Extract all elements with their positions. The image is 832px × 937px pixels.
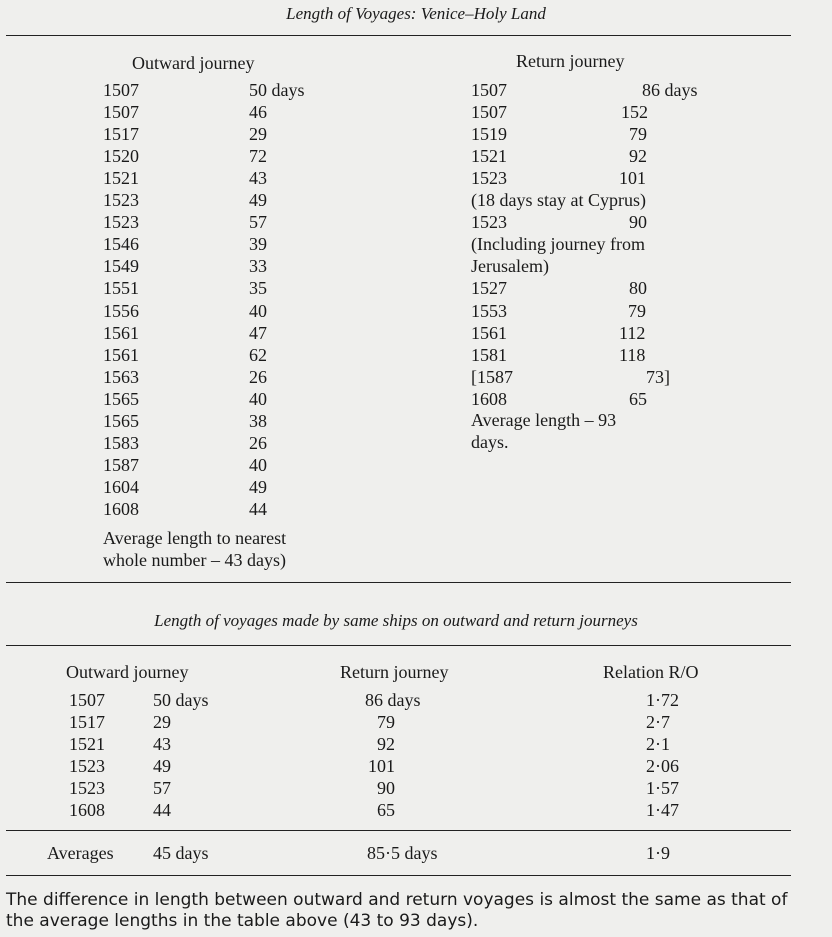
- return-days: 73]: [646, 367, 670, 387]
- table2-outward: 44: [153, 800, 171, 820]
- outward-days: 40: [249, 389, 267, 409]
- table2-return: 65: [377, 800, 395, 820]
- table2-outward: 49: [153, 756, 171, 776]
- return-year: 1523: [471, 168, 507, 188]
- table2-relation: 1·72: [646, 690, 679, 710]
- table2-year: 1523: [69, 778, 105, 798]
- outward-days: 39: [249, 234, 267, 254]
- return-year: 1521: [471, 146, 507, 166]
- outward-days: 47: [249, 323, 267, 343]
- return-year: 1507: [471, 102, 507, 122]
- table2-relation: 1·47: [646, 800, 679, 820]
- table2-averages-label: Averages: [47, 843, 114, 863]
- table2-return: 101: [368, 756, 395, 776]
- outward-days: 43: [249, 168, 267, 188]
- outward-days: 49: [249, 477, 267, 497]
- table2-outward: 43: [153, 734, 171, 754]
- outward-year: 1546: [103, 234, 139, 254]
- table2-title: Length of voyages made by same ships on outward and return journeys: [154, 611, 638, 630]
- outward-year: 1507: [103, 102, 139, 122]
- table2-return: 92: [377, 734, 395, 754]
- outward-year: 1565: [103, 411, 139, 431]
- outward-days: 50 days: [249, 80, 305, 100]
- outward-days: 35: [249, 278, 267, 298]
- table1-return-average-line2: days.: [471, 432, 509, 452]
- return-days: 92: [629, 146, 647, 166]
- table1-outward-average-line2: whole number – 43 days): [103, 550, 286, 570]
- return-days: 112: [619, 323, 646, 343]
- outward-year: 1561: [103, 323, 139, 343]
- return-year: 1581: [471, 345, 507, 365]
- table1-outward-average-line1: Average length to nearest: [103, 528, 287, 548]
- outward-days: 57: [249, 212, 267, 232]
- table2-return-header: Return journey: [340, 662, 449, 682]
- outward-year: 1587: [103, 455, 139, 475]
- table2-year: 1521: [69, 734, 105, 754]
- outward-year: 1583: [103, 433, 139, 453]
- return-year: 1553: [471, 301, 507, 321]
- outward-days: 33: [249, 256, 267, 276]
- return-days: 79: [628, 301, 646, 321]
- table2-relation: 2·1: [646, 734, 670, 754]
- table2-top-rule: [6, 645, 791, 646]
- table2-averages-outward: 45 days: [153, 843, 209, 863]
- table2-year: 1517: [69, 712, 105, 732]
- return-year: 1519: [471, 124, 507, 144]
- outward-year: 1523: [103, 212, 139, 232]
- outward-year: 1517: [103, 124, 139, 144]
- table2-return: 86 days: [365, 690, 421, 710]
- table2-relation-header: Relation R/O: [603, 662, 699, 682]
- outward-days: 26: [249, 367, 267, 387]
- return-year: 1527: [471, 278, 507, 298]
- outward-days: 72: [249, 146, 267, 166]
- table2-year: 1523: [69, 756, 105, 776]
- table2-relation: 1·57: [646, 778, 679, 798]
- return-year: 1507: [471, 80, 507, 100]
- outward-year: 1563: [103, 367, 139, 387]
- outward-days: 29: [249, 124, 267, 144]
- table2-averages-return: 85·5 days: [367, 843, 438, 863]
- outward-year: 1604: [103, 477, 139, 497]
- outward-days: 38: [249, 411, 267, 431]
- table2-year: 1608: [69, 800, 105, 820]
- outward-days: 49: [249, 190, 267, 210]
- outward-year: 1556: [103, 301, 139, 321]
- table2-outward: 29: [153, 712, 171, 732]
- table1-outward-header: Outward journey: [132, 53, 255, 73]
- table2-return: 79: [377, 712, 395, 732]
- outward-year: 1521: [103, 168, 139, 188]
- return-days: 90: [629, 212, 647, 232]
- table2-year: 1507: [69, 690, 105, 710]
- table1-title: Length of Voyages: Venice–Holy Land: [286, 4, 546, 23]
- outward-year: 1551: [103, 278, 139, 298]
- return-days: 79: [629, 124, 647, 144]
- outward-year: 1608: [103, 499, 139, 519]
- outward-year: 1507: [103, 80, 139, 100]
- return-year: [1587: [471, 367, 513, 387]
- return-note: (Including journey from: [471, 234, 645, 254]
- table2-mid-rule: [6, 830, 791, 831]
- table1-bottom-rule: [6, 582, 791, 583]
- outward-days: 46: [249, 102, 267, 122]
- outward-days: 44: [249, 499, 267, 519]
- outward-days: 62: [249, 345, 267, 365]
- table2-averages-relation: 1·9: [646, 843, 670, 863]
- return-days: 80: [629, 278, 647, 298]
- return-note: (18 days stay at Cyprus): [471, 190, 646, 210]
- return-year: 1523: [471, 212, 507, 232]
- table2-relation: 2·7: [646, 712, 670, 732]
- return-days: 118: [619, 345, 646, 365]
- return-days: 86 days: [642, 80, 698, 100]
- table2-bottom-rule: [6, 875, 791, 876]
- table1-return-header: Return journey: [516, 51, 625, 71]
- return-days: 101: [619, 168, 646, 188]
- table2-outward-header: Outward journey: [66, 662, 189, 682]
- outward-year: 1520: [103, 146, 139, 166]
- outward-year: 1549: [103, 256, 139, 276]
- outward-days: 26: [249, 433, 267, 453]
- table1-return-average-line1: Average length – 93: [471, 410, 617, 430]
- outward-days: 40: [249, 455, 267, 475]
- outward-year: 1561: [103, 345, 139, 365]
- outward-year: 1523: [103, 190, 139, 210]
- table1-top-rule: [6, 35, 791, 36]
- return-days: 65: [629, 389, 647, 409]
- return-year: 1608: [471, 389, 507, 409]
- table2-relation: 2·06: [646, 756, 679, 776]
- return-year: 1561: [471, 323, 507, 343]
- return-note: Jerusalem): [471, 256, 549, 276]
- footnote: The difference in length between outward and return voyages is almost the same as that of the average lengths in the table above (43 to 93 days).: [6, 890, 788, 931]
- outward-days: 40: [249, 301, 267, 321]
- table2-outward: 57: [153, 778, 171, 798]
- table2-return: 90: [377, 778, 395, 798]
- outward-year: 1565: [103, 389, 139, 409]
- table2-outward: 50 days: [153, 690, 209, 710]
- return-days: 152: [621, 102, 648, 122]
